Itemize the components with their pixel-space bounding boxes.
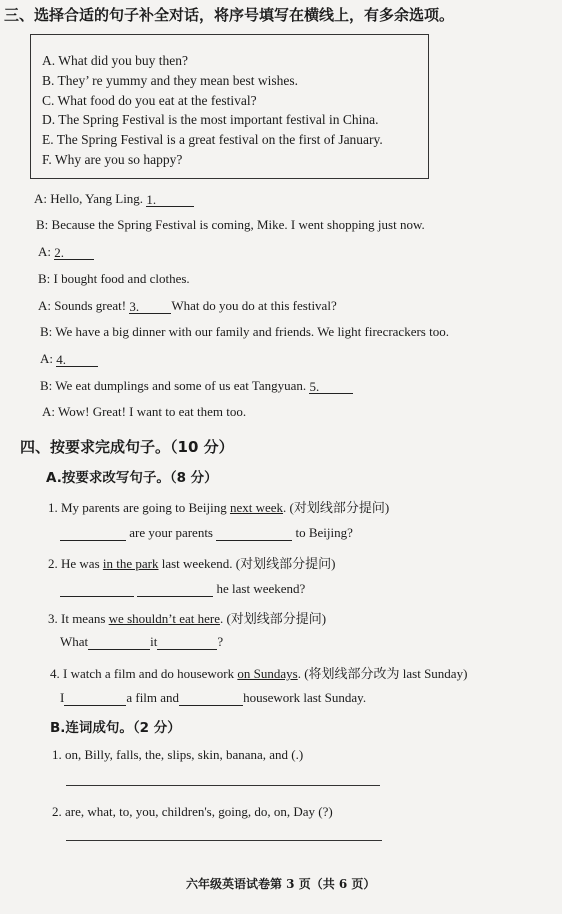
- question-4: 4. I watch a film and do housework on Sundays. (将划线部分改为 last Sunday): [50, 666, 468, 681]
- answer-1: are your parents to Beijing?: [60, 525, 353, 541]
- dialogue-line-9: A: Wow! Great! I want to eat them too.: [42, 404, 247, 419]
- section-3-title: 三、选择合适的句子补全对话，将序号填写在横线上，有多余选项。: [4, 6, 455, 24]
- part-b-title: B.连词成句。（2 分）: [50, 720, 181, 736]
- dialogue-line-7: A: 4.: [40, 351, 98, 367]
- dialogue-line-8: B: We eat dumplings and some of us eat Tangyuan. 5.: [40, 378, 353, 394]
- dialogue-line-4: B: I bought food and clothes.: [38, 271, 190, 286]
- answer-2-blank-2[interactable]: [137, 582, 213, 597]
- answer-2: he last weekend?: [60, 581, 305, 597]
- answer-blank-3[interactable]: 3.: [129, 299, 171, 314]
- answer-1-blank-2[interactable]: [216, 526, 292, 541]
- answer-1-blank-1[interactable]: [60, 526, 126, 541]
- option-f: F. Why are you so happy?: [42, 152, 183, 167]
- dialogue-line-3: A: 2.: [38, 244, 94, 260]
- answer-3-blank-2[interactable]: [157, 635, 217, 650]
- answer-3-blank-1[interactable]: [88, 635, 150, 650]
- dialogue-line-1: A: Hello, Yang Ling. 1.: [34, 191, 194, 207]
- answer-4-blank-2[interactable]: [179, 691, 243, 706]
- answer-2-blank-1[interactable]: [60, 582, 134, 597]
- option-d: D. The Spring Festival is the most important festival in China.: [42, 112, 379, 127]
- answer-4-blank-1[interactable]: [64, 691, 126, 706]
- part-b-question-1: 1. on, Billy, falls, the, slips, skin, banana, and (.): [52, 747, 304, 762]
- page-footer: 六年级英语试卷第 3 页（共 6 页）: [186, 877, 376, 891]
- question-1: 1. My parents are going to Beijing next week. (对划线部分提问): [48, 500, 390, 515]
- section-4-title: 四、按要求完成句子。（10 分）: [20, 438, 234, 456]
- answer-4: I a film and housework last Sunday.: [60, 690, 367, 705]
- part-b-question-2: 2. are, what, to, you, children's, going, do, on, Day (?): [52, 804, 333, 819]
- dialogue-line-5: A: Sounds great! 3. What do you do at this festival?: [38, 298, 337, 314]
- question-2: 2. He was in the park last weekend. (对划线部分提问): [48, 556, 336, 571]
- answer-blank-1[interactable]: 1.: [146, 192, 194, 207]
- part-b-answer-line-2[interactable]: [66, 840, 382, 841]
- question-3: 3. It means we shouldn’t eat here. (对划线部分提问): [48, 611, 327, 626]
- part-a-title: A.按要求改写句子。（8 分）: [46, 470, 218, 486]
- answer-blank-5[interactable]: 5.: [309, 379, 353, 394]
- option-a: A. What did you buy then?: [42, 53, 188, 68]
- option-b: B. They’ re yummy and they mean best wishes.: [42, 73, 298, 88]
- answer-blank-2[interactable]: 2.: [54, 245, 94, 260]
- answer-blank-4[interactable]: 4.: [56, 352, 98, 367]
- part-b-answer-line-1[interactable]: [66, 785, 380, 786]
- dialogue-line-2: B: Because the Spring Festival is coming, Mike. I went shopping just now.: [36, 217, 425, 232]
- option-c: C. What food do you eat at the festival?: [42, 93, 257, 108]
- option-e: E. The Spring Festival is a great festival on the first of January.: [42, 132, 383, 147]
- answer-3: What it ?: [60, 634, 224, 649]
- dialogue-line-6: B: We have a big dinner with our family and friends. We light firecrackers too.: [40, 324, 449, 339]
